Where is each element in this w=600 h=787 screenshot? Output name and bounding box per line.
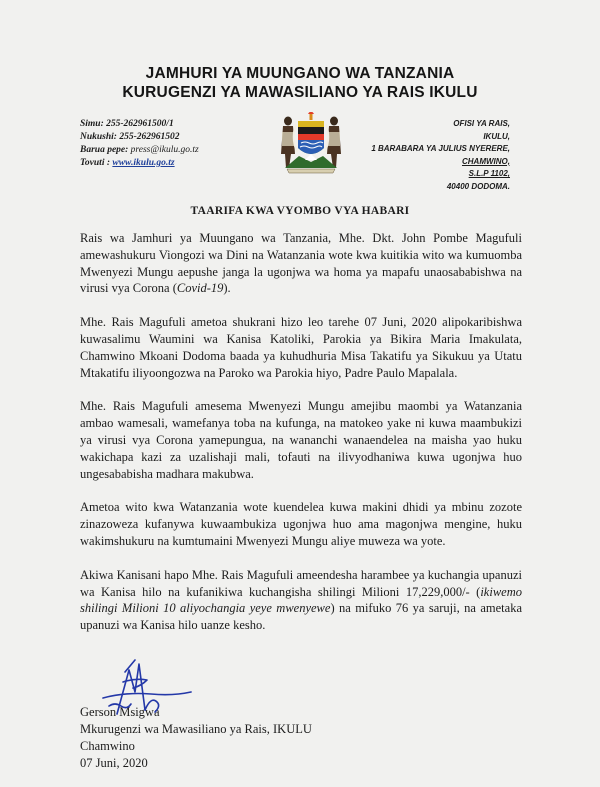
paragraph-4: Ametoa wito kwa Watanzania wote kuendelea kuwa makini dhidi ya mbinu zozote zinazoweza kufanywa kuwaambukiza ugonjwa huo ama magonjwa mengine, huku wakimshukuru na kumtumaini Mwenyezi Mungu aliye muweza wa yote.: [80, 500, 522, 548]
paragraph-1: [80, 230, 522, 297]
signoff-place: Chamwino: [80, 739, 135, 753]
coat-of-arms-icon: [277, 112, 345, 174]
contact-block: [80, 118, 199, 170]
paragraph-1-italic: Covid-19: [176, 281, 224, 296]
email-label: Barua pepe:: [80, 145, 129, 155]
address-block: [371, 118, 510, 193]
phone-value: 255-262961500/1: [106, 119, 174, 129]
paragraph-3: Mhe. Rais Magufuli amesema Mwenyezi Mungu amejibu maombi ya Watanzania ambao wamesali, wamefanya toba na kufunga, na matokeo yake ni kuwa maambukizi ya virusi vya Corona yamepungua, na wananchi wanaendelea na maisha yao huku wakichapa kazi za uzalishaji mali, tofauti na ilivyodhaniwa kuwa ugonjwa huo ungesababisha madhara makubwa.: [80, 399, 522, 481]
address-line: 1 BARABARA YA JULIUS NYERERE,: [371, 144, 510, 153]
fax-value: 255-262961502: [119, 132, 180, 142]
header-line-2: KURUGENZI YA MAWASILIANO YA RAIS IKULU: [122, 84, 478, 101]
document-title: TAARIFA KWA VYOMBO VYA HABARI: [190, 205, 410, 217]
fax-label: Nukushi:: [80, 132, 117, 142]
address-line: CHAMWINO,: [462, 156, 510, 166]
email-value[interactable]: press@ikulu.go.tz: [130, 145, 199, 155]
fax-line: [80, 131, 199, 144]
address-line: OFISI YA RAIS,: [453, 119, 510, 128]
paragraph-5-text: Akiwa Kanisani hapo Mhe. Rais Magufuli ameendesha harambee ya kuchangia upanuzi wa Kanisa hilo na kufanikiwa kuchangisha shilingi Milioni 17,229,000/- (: [80, 567, 522, 599]
paragraph-5-italic: ikiwemo shilingi Milioni 10 aliyochangia yeye mwenyewe: [80, 584, 522, 616]
paragraph-2: Mhe. Rais Magufuli ametoa shukrani hizo leo tarehe 07 Juni, 2020 alipokaribishwa kuwasalimu Waumini wa Kanisa Katoliki, Parokia ya Bikira Maria Imakulata, Chamwino Mkoani Dodoma baada ya kuhudhuria Misa Takatifu ya Sikukuu ya Utatu Mtakatifu iliyoongozwa na Paroko wa Parokia hiyo, Padre Paulo Mapalala.: [80, 315, 522, 380]
website-line: [80, 157, 199, 170]
signatory-position: Mkurugenzi wa Mawasiliano ya Rais, IKULU: [80, 722, 312, 736]
header-line-1: JAMHURI YA MUUNGANO WA TANZANIA: [145, 65, 455, 82]
website-label: Tovuti :: [80, 158, 110, 168]
address-line: IKULU,: [483, 131, 510, 141]
email-line: [80, 144, 199, 157]
paragraph-1-end: ).: [223, 281, 231, 296]
address-line: 40400 DODOMA.: [446, 181, 510, 191]
signoff-date: 07 Juni, 2020: [80, 756, 148, 770]
website-link[interactable]: www.ikulu.go.tz: [112, 158, 175, 168]
document-body: [80, 230, 522, 651]
paragraph-5-end: ) na mifuko 76 ya saruji, na ametaka upanuzi wa Kanisa hilo uanze kesho.: [80, 601, 522, 633]
phone-label: Simu:: [80, 119, 104, 129]
paragraph-5: [80, 567, 522, 634]
paragraph-1-text: Rais wa Jamhuri ya Muungano wa Tanzania, Mhe. Dkt. John Pombe Magufuli amewashukuru Viongozi wa Dini na Watanzania wote kwa kuitikia wito wa kumuomba Mwenyezi Mungu aepushe janga la ugonjwa wa homa ya mapafu unaosababishwa na virusi vya Corona (: [80, 231, 522, 296]
address-line: S.L.P 1102,: [468, 169, 510, 178]
phone-line: [80, 118, 199, 131]
signatory-name: Gerson Msigwa: [80, 705, 160, 719]
signature-icon: [95, 652, 195, 722]
